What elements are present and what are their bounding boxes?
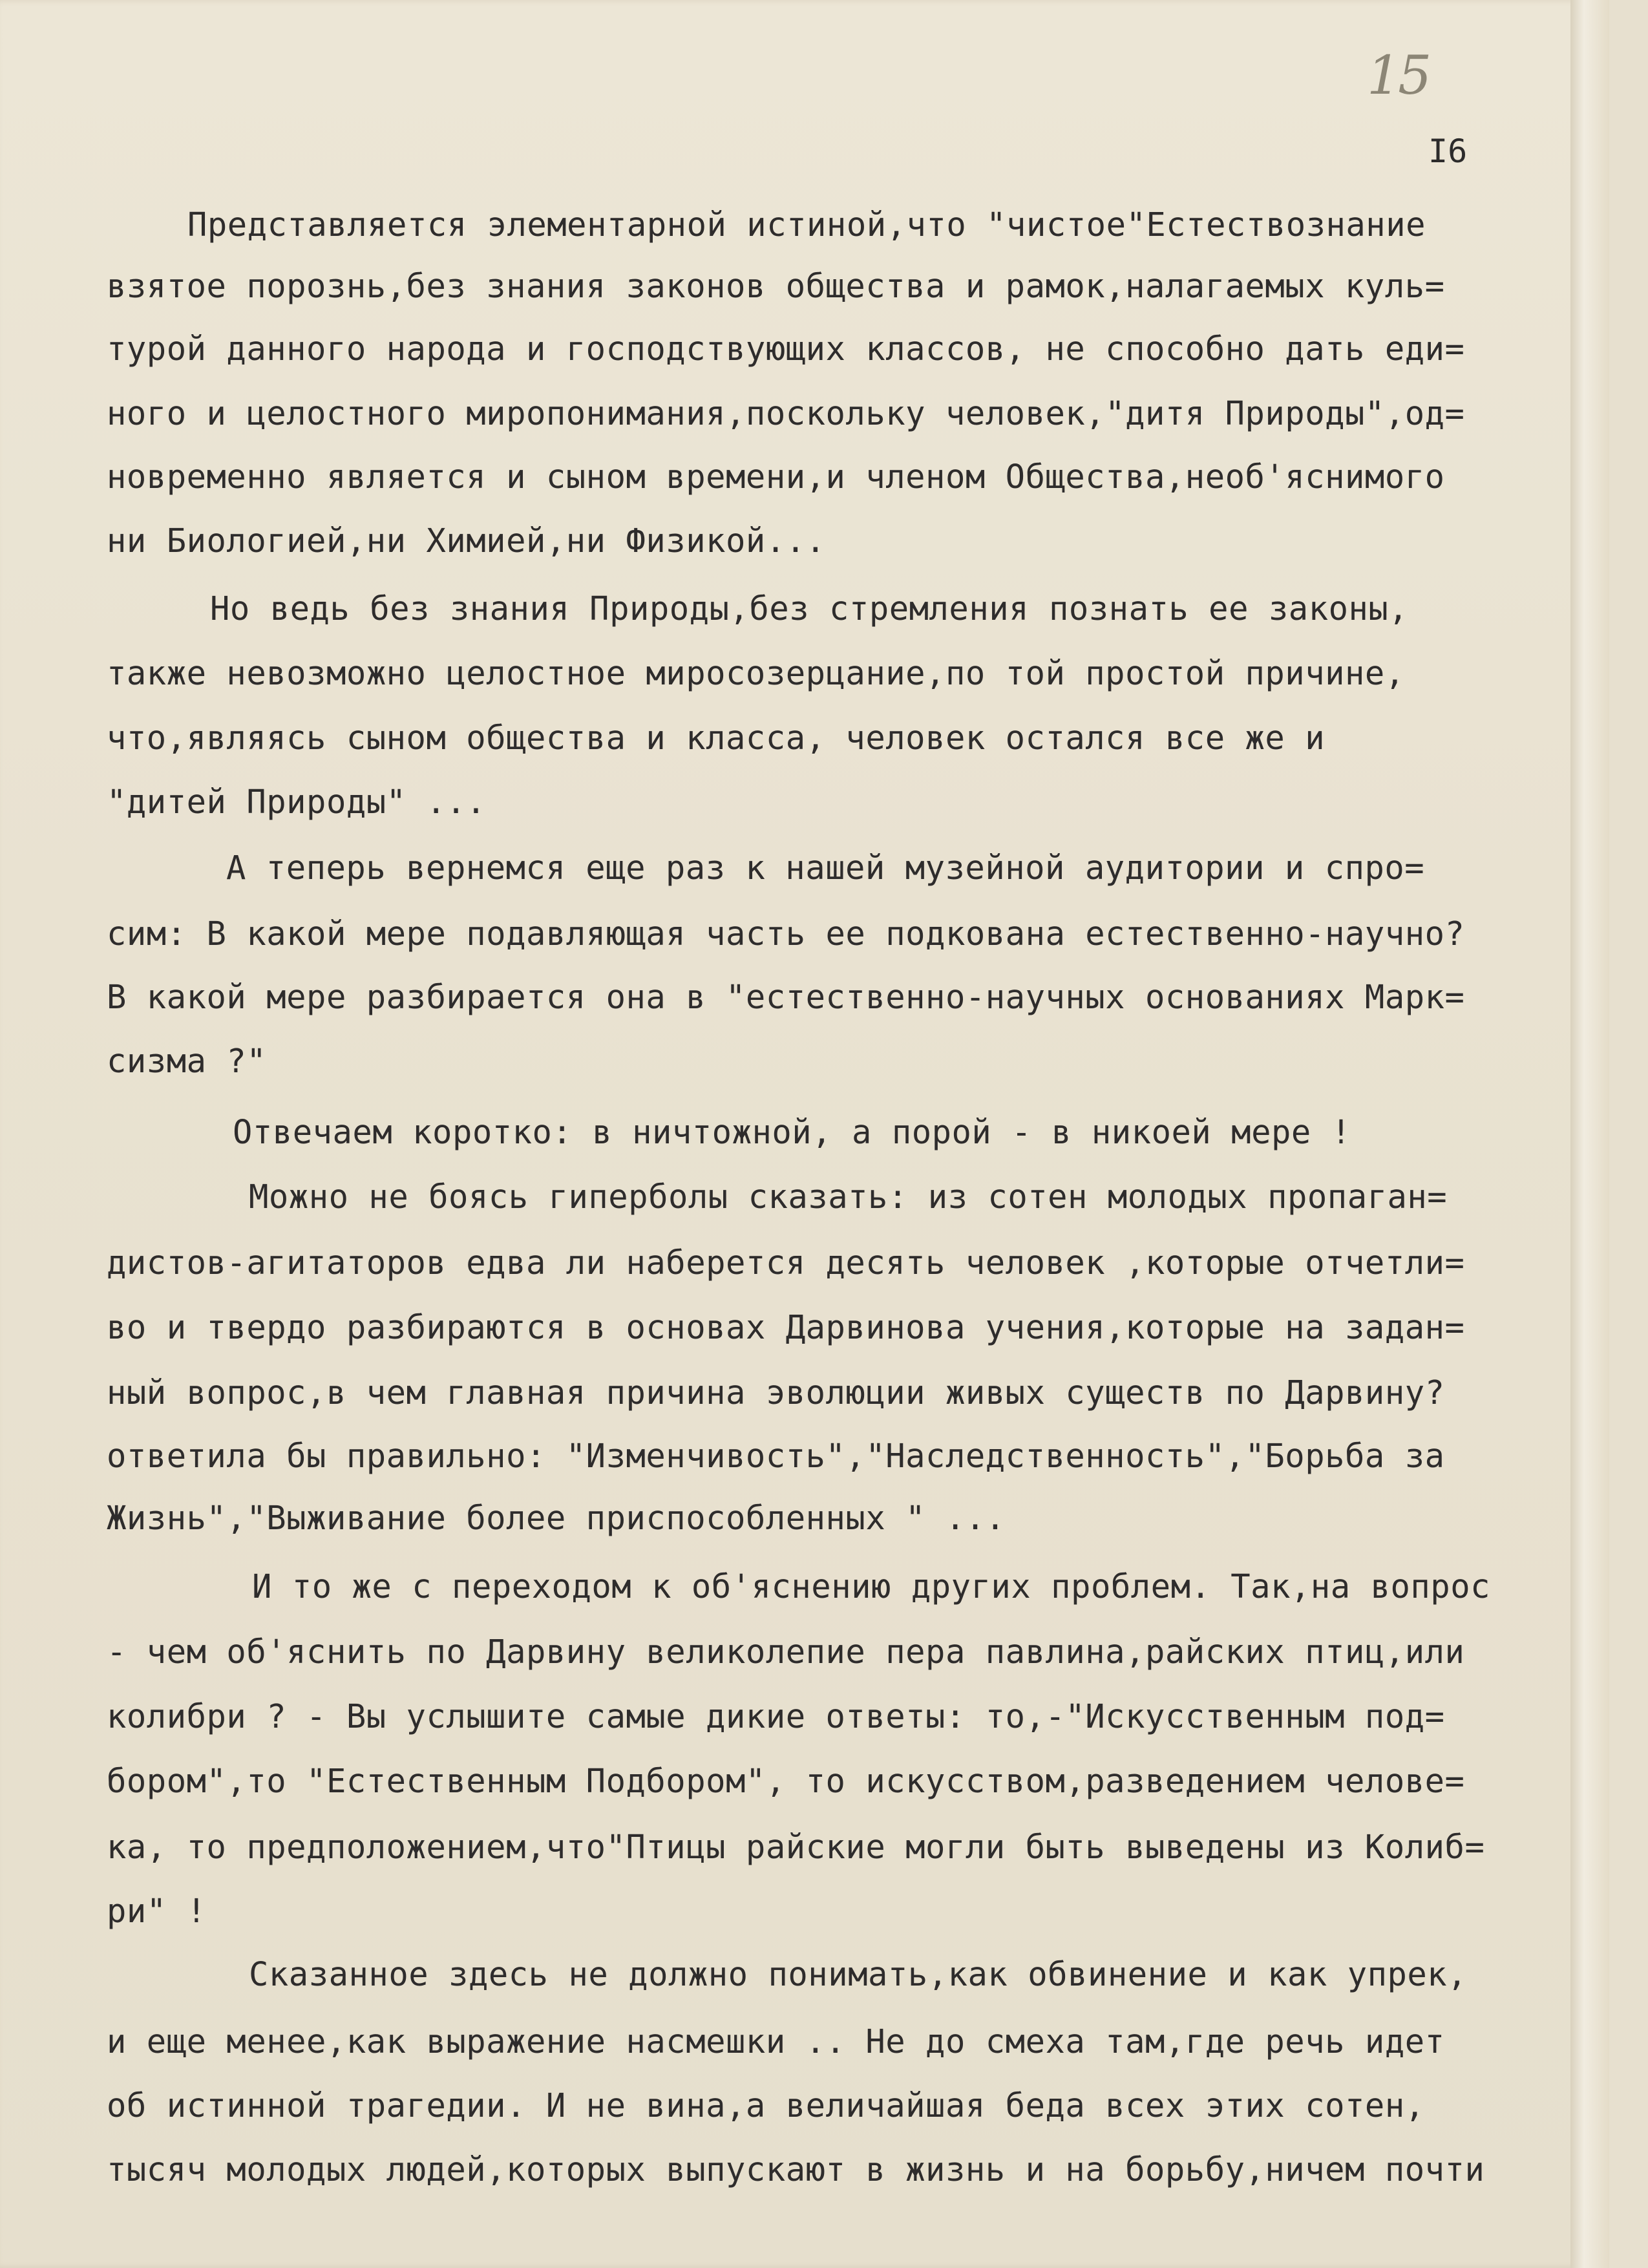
text-line: турой данного народа и господствующих классов, не способно дать еди= [107, 330, 1465, 368]
text-line: Но ведь без знания Природы,без стремления познать ее законы, [210, 589, 1409, 628]
text-line: ка, то предположением,что"Птицы райские могли быть выведены из Колиб= [107, 1828, 1485, 1866]
text-line: во и твердо разбираются в основах Дарвинова учения,которые на задан= [107, 1308, 1465, 1346]
page-edge [1570, 0, 1609, 2268]
archive-pencil-number: 15 [1367, 45, 1430, 107]
text-line: А теперь вернемся еще раз к нашей музейной аудитории и спро= [226, 849, 1425, 887]
text-line: об истинной трагедии. И не вина,а величайшая беда всех этих сотен, [107, 2086, 1425, 2125]
text-line: ни Биологией,ни Химией,ни Физикой... [107, 522, 826, 560]
text-line: Представляется элементарной истиной,что "чистое"Естествознание [187, 206, 1426, 244]
text-line: "дитей Природы" ... [107, 783, 487, 821]
text-line: ответила бы правильно: "Изменчивость","Наследственность","Борьба за [107, 1437, 1445, 1475]
text-line: сим: В какой мере подавляющая часть ее подкована естественно-научно? [107, 915, 1465, 953]
text-line: Отвечаем коротко: в ничтожной, а порой - в никоей мере ! [233, 1113, 1351, 1151]
text-line: - чем об'яснить по Дарвину великолепие пера павлина,райских птиц,или [107, 1633, 1465, 1671]
text-line: также невозможно целостное миросозерцание,по той простой причине, [107, 654, 1405, 692]
text-line: дистов-агитаторов едва ли наберется десять человек ,которые отчетли= [107, 1244, 1465, 1282]
text-line: И то же с переходом к об'яснению других проблем. Так,на вопрос [252, 1567, 1491, 1606]
text-line: Можно не боясь гиперболы сказать: из сотен молодых пропаган= [249, 1178, 1448, 1216]
text-line: новременно является и сыном времени,и членом Общества,необ'яснимого [107, 458, 1445, 496]
text-line: взятое порознь,без знания законов общества и рамок,налагаемых куль= [107, 267, 1445, 305]
text-line: что,являясь сыном общества и класса, человек остался все же и [107, 719, 1326, 757]
text-line: Жизнь","Выживание более приспособленных " ... [107, 1499, 1006, 1537]
text-line: и еще менее,как выражение насмешки .. Не до смеха там,где речь идет [107, 2022, 1445, 2061]
text-line: ный вопрос,в чем главная причина эволюции живых существ по Дарвину? [107, 1373, 1445, 1412]
text-line: сизма ?" [107, 1042, 267, 1080]
text-line: тысяч молодых людей,которых выпускают в жизнь и на борьбу,ничем почти [107, 2150, 1485, 2189]
text-line: Сказанное здесь не должно понимать,как обвинение и как упрек, [249, 1955, 1468, 1993]
text-line: ного и целостного миропонимания,поскольку человек,"дитя Природы",од= [107, 394, 1465, 432]
text-line: колибри ? - Вы услышите самые дикие ответы: то,-"Искусственным под= [107, 1697, 1445, 1735]
text-line: бором",то "Естественным Подбором", то искусством,разведением челове= [107, 1762, 1465, 1800]
page-number: I6 [1428, 132, 1468, 170]
text-line: ри" ! [107, 1892, 207, 1930]
text-line: В какой мере разбирается она в "естественно-научных основаниях Марк= [107, 978, 1465, 1016]
